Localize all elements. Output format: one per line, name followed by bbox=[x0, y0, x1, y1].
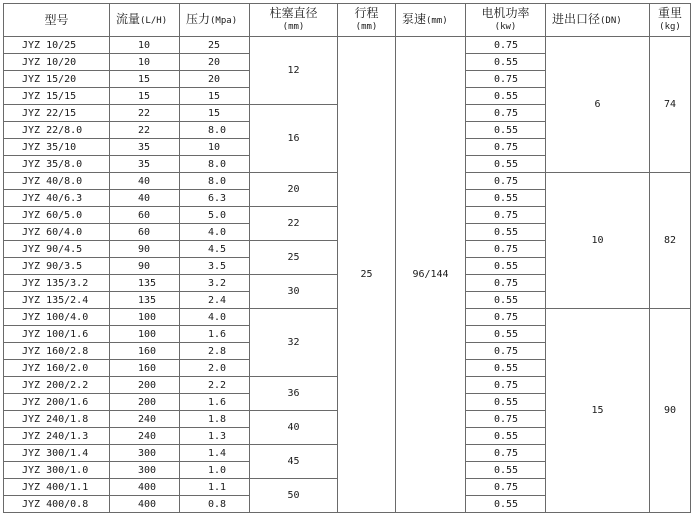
model-cell: JYZ 240/1.3 bbox=[4, 428, 110, 445]
flow-cell: 35 bbox=[110, 139, 180, 156]
model-cell: JYZ 22/8.0 bbox=[4, 122, 110, 139]
header-plunger-diameter: 柱塞直径 (mm) bbox=[250, 4, 338, 37]
pressure-cell: 5.0 bbox=[180, 207, 250, 224]
plunger-diameter-cell: 25 bbox=[250, 241, 338, 275]
model-cell: JYZ 200/2.2 bbox=[4, 377, 110, 394]
header-weight: 重里 (kg) bbox=[650, 4, 691, 37]
flow-cell: 400 bbox=[110, 496, 180, 513]
table-body bbox=[4, 37, 691, 513]
flow-cell: 240 bbox=[110, 428, 180, 445]
table-row bbox=[4, 37, 691, 54]
model-cell: JYZ 200/1.6 bbox=[4, 394, 110, 411]
motor-power-cell: 0.75 bbox=[466, 411, 546, 428]
motor-power-cell: 0.55 bbox=[466, 428, 546, 445]
plunger-diameter-cell: 16 bbox=[250, 105, 338, 173]
model-cell: JYZ 90/4.5 bbox=[4, 241, 110, 258]
model-cell: JYZ 400/0.8 bbox=[4, 496, 110, 513]
flow-cell: 10 bbox=[110, 54, 180, 71]
plunger-diameter-cell: 45 bbox=[250, 445, 338, 479]
flow-cell: 300 bbox=[110, 462, 180, 479]
pressure-cell: 8.0 bbox=[180, 122, 250, 139]
pump-spec-table bbox=[3, 3, 691, 513]
flow-cell: 35 bbox=[110, 156, 180, 173]
flow-cell: 40 bbox=[110, 190, 180, 207]
header-pressure: 压力(Mpa) bbox=[180, 4, 250, 37]
plunger-diameter-cell: 50 bbox=[250, 479, 338, 513]
pressure-cell: 1.6 bbox=[180, 326, 250, 343]
model-cell: JYZ 135/3.2 bbox=[4, 275, 110, 292]
header-flow: 流量(L/H) bbox=[110, 4, 180, 37]
pressure-cell: 0.8 bbox=[180, 496, 250, 513]
motor-power-cell: 0.75 bbox=[466, 309, 546, 326]
motor-power-cell: 0.55 bbox=[466, 462, 546, 479]
model-cell: JYZ 90/3.5 bbox=[4, 258, 110, 275]
flow-cell: 100 bbox=[110, 326, 180, 343]
pressure-cell: 3.2 bbox=[180, 275, 250, 292]
motor-power-cell: 0.75 bbox=[466, 173, 546, 190]
model-cell: JYZ 60/5.0 bbox=[4, 207, 110, 224]
pressure-cell: 4.0 bbox=[180, 309, 250, 326]
header-stroke: 行程 (mm) bbox=[338, 4, 396, 37]
motor-power-cell: 0.55 bbox=[466, 326, 546, 343]
port-diameter-cell: 6 bbox=[546, 37, 650, 173]
pressure-cell: 1.8 bbox=[180, 411, 250, 428]
pressure-cell: 25 bbox=[180, 37, 250, 54]
model-cell: JYZ 22/15 bbox=[4, 105, 110, 122]
motor-power-cell: 0.75 bbox=[466, 207, 546, 224]
model-cell: JYZ 240/1.8 bbox=[4, 411, 110, 428]
plunger-diameter-cell: 40 bbox=[250, 411, 338, 445]
plunger-diameter-cell: 20 bbox=[250, 173, 338, 207]
pressure-cell: 15 bbox=[180, 105, 250, 122]
pressure-cell: 1.1 bbox=[180, 479, 250, 496]
pressure-cell: 2.8 bbox=[180, 343, 250, 360]
motor-power-cell: 0.55 bbox=[466, 122, 546, 139]
model-cell: JYZ 400/1.1 bbox=[4, 479, 110, 496]
motor-power-cell: 0.55 bbox=[466, 190, 546, 207]
flow-cell: 100 bbox=[110, 309, 180, 326]
model-cell: JYZ 100/1.6 bbox=[4, 326, 110, 343]
model-cell: JYZ 135/2.4 bbox=[4, 292, 110, 309]
pressure-cell: 2.0 bbox=[180, 360, 250, 377]
pressure-cell: 1.4 bbox=[180, 445, 250, 462]
model-cell: JYZ 15/20 bbox=[4, 71, 110, 88]
pressure-cell: 1.3 bbox=[180, 428, 250, 445]
flow-cell: 240 bbox=[110, 411, 180, 428]
flow-cell: 90 bbox=[110, 241, 180, 258]
motor-power-cell: 0.75 bbox=[466, 377, 546, 394]
header-model: 型号 bbox=[4, 4, 110, 37]
pressure-cell: 20 bbox=[180, 54, 250, 71]
pressure-cell: 3.5 bbox=[180, 258, 250, 275]
flow-cell: 135 bbox=[110, 292, 180, 309]
plunger-diameter-cell: 30 bbox=[250, 275, 338, 309]
model-cell: JYZ 15/15 bbox=[4, 88, 110, 105]
model-cell: JYZ 10/20 bbox=[4, 54, 110, 71]
pressure-cell: 10 bbox=[180, 139, 250, 156]
plunger-diameter-cell: 32 bbox=[250, 309, 338, 377]
motor-power-cell: 0.55 bbox=[466, 292, 546, 309]
model-cell: JYZ 300/1.0 bbox=[4, 462, 110, 479]
model-cell: JYZ 160/2.0 bbox=[4, 360, 110, 377]
header-port-diameter: 进出口径(DN) bbox=[546, 4, 650, 37]
motor-power-cell: 0.75 bbox=[466, 139, 546, 156]
model-cell: JYZ 60/4.0 bbox=[4, 224, 110, 241]
pressure-cell: 20 bbox=[180, 71, 250, 88]
flow-cell: 10 bbox=[110, 37, 180, 54]
motor-power-cell: 0.55 bbox=[466, 360, 546, 377]
motor-power-cell: 0.75 bbox=[466, 241, 546, 258]
motor-power-cell: 0.55 bbox=[466, 224, 546, 241]
pressure-cell: 2.2 bbox=[180, 377, 250, 394]
model-cell: JYZ 300/1.4 bbox=[4, 445, 110, 462]
motor-power-cell: 0.75 bbox=[466, 343, 546, 360]
flow-cell: 40 bbox=[110, 173, 180, 190]
port-diameter-cell: 15 bbox=[546, 309, 650, 513]
pressure-cell: 4.5 bbox=[180, 241, 250, 258]
motor-power-cell: 0.55 bbox=[466, 496, 546, 513]
pressure-cell: 15 bbox=[180, 88, 250, 105]
motor-power-cell: 0.75 bbox=[466, 71, 546, 88]
flow-cell: 135 bbox=[110, 275, 180, 292]
model-cell: JYZ 40/8.0 bbox=[4, 173, 110, 190]
flow-cell: 400 bbox=[110, 479, 180, 496]
weight-cell: 90 bbox=[650, 309, 691, 513]
motor-power-cell: 0.55 bbox=[466, 258, 546, 275]
pressure-cell: 6.3 bbox=[180, 190, 250, 207]
flow-cell: 15 bbox=[110, 71, 180, 88]
flow-cell: 60 bbox=[110, 224, 180, 241]
flow-cell: 300 bbox=[110, 445, 180, 462]
motor-power-cell: 0.75 bbox=[466, 445, 546, 462]
motor-power-cell: 0.55 bbox=[466, 156, 546, 173]
model-cell: JYZ 100/4.0 bbox=[4, 309, 110, 326]
plunger-diameter-cell: 36 bbox=[250, 377, 338, 411]
weight-cell: 74 bbox=[650, 37, 691, 173]
flow-cell: 22 bbox=[110, 105, 180, 122]
pressure-cell: 1.0 bbox=[180, 462, 250, 479]
flow-cell: 200 bbox=[110, 394, 180, 411]
pressure-cell: 1.6 bbox=[180, 394, 250, 411]
flow-cell: 90 bbox=[110, 258, 180, 275]
motor-power-cell: 0.75 bbox=[466, 479, 546, 496]
header-motor-power: 电机功率 (kw) bbox=[466, 4, 546, 37]
port-diameter-cell: 10 bbox=[546, 173, 650, 309]
flow-cell: 160 bbox=[110, 343, 180, 360]
model-cell: JYZ 160/2.8 bbox=[4, 343, 110, 360]
motor-power-cell: 0.55 bbox=[466, 394, 546, 411]
stroke-cell: 25 bbox=[338, 37, 396, 513]
model-cell: JYZ 10/25 bbox=[4, 37, 110, 54]
flow-cell: 60 bbox=[110, 207, 180, 224]
motor-power-cell: 0.55 bbox=[466, 88, 546, 105]
header-pump-speed: 泵速(mm) bbox=[396, 4, 466, 37]
weight-cell: 82 bbox=[650, 173, 691, 309]
plunger-diameter-cell: 22 bbox=[250, 207, 338, 241]
model-cell: JYZ 35/8.0 bbox=[4, 156, 110, 173]
model-cell: JYZ 35/10 bbox=[4, 139, 110, 156]
header-row bbox=[4, 4, 691, 37]
pump-speed-cell: 96/144 bbox=[396, 37, 466, 513]
pressure-cell: 2.4 bbox=[180, 292, 250, 309]
motor-power-cell: 0.55 bbox=[466, 54, 546, 71]
motor-power-cell: 0.75 bbox=[466, 275, 546, 292]
plunger-diameter-cell: 12 bbox=[250, 37, 338, 105]
pressure-cell: 4.0 bbox=[180, 224, 250, 241]
flow-cell: 22 bbox=[110, 122, 180, 139]
flow-cell: 160 bbox=[110, 360, 180, 377]
pressure-cell: 8.0 bbox=[180, 173, 250, 190]
flow-cell: 15 bbox=[110, 88, 180, 105]
motor-power-cell: 0.75 bbox=[466, 105, 546, 122]
pressure-cell: 8.0 bbox=[180, 156, 250, 173]
flow-cell: 200 bbox=[110, 377, 180, 394]
motor-power-cell: 0.75 bbox=[466, 37, 546, 54]
model-cell: JYZ 40/6.3 bbox=[4, 190, 110, 207]
